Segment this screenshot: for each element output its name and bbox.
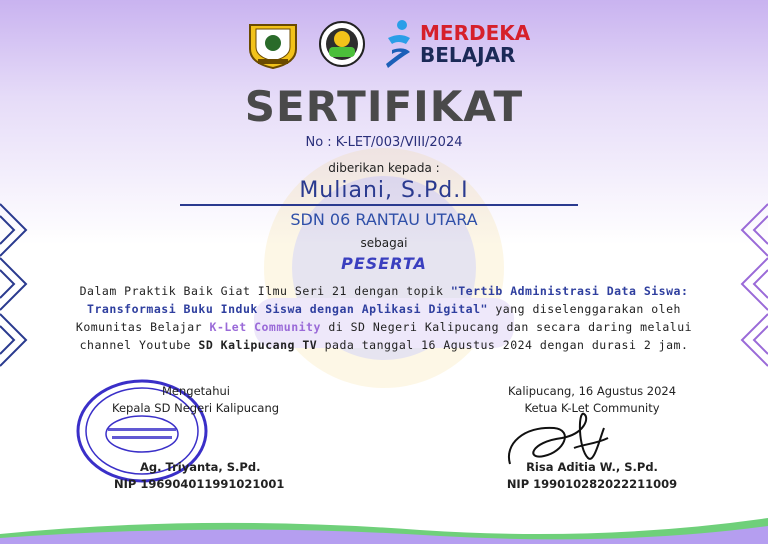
- body-text-segment: di SD Negeri Kalipucang dan secara daring melalui: [320, 320, 693, 334]
- body-text-segment: Dalam Praktik Baik Giat Ilmu Seri 21 dengan topik: [79, 284, 451, 298]
- left-signatory-nip: NIP 196904011991021001: [114, 477, 285, 491]
- topic-title-part1: "Tertib Administrasi Data Siswa:: [450, 284, 689, 298]
- certificate-title: SERTIFIKAT: [244, 82, 524, 131]
- certificate-number: No : K-LET/003/VIII/2024: [305, 135, 463, 150]
- right-sign-line2: Ketua K-Let Community: [524, 401, 660, 415]
- recipient-name: Muliani, S.Pd.I: [299, 178, 469, 203]
- name-underline: [180, 204, 578, 206]
- community-name: K-Let Community: [209, 320, 321, 334]
- topic-title-part2: Transformasi Buku Induk Siswa dengan Aplikasi Digital": [87, 302, 488, 316]
- body-text-segment: Komunitas Belajar: [75, 320, 210, 334]
- left-signatory-name: Ag. Triyanta, S.Pd.: [140, 460, 261, 474]
- given-to-label: diberikan kepada :: [328, 161, 440, 175]
- school-logo: [246, 19, 300, 69]
- left-sign-line1: Mengetahui: [162, 384, 230, 398]
- body-text-segment: channel Youtube: [79, 338, 199, 352]
- right-sign-line1: Kalipucang, 16 Agustus 2024: [507, 384, 677, 398]
- body-text-segment: pada tanggal 16 Agustus 2024 dengan durasi 2 jam.: [317, 338, 689, 352]
- right-signatory: [492, 383, 692, 493]
- channel-name: SD Kalipucang TV: [198, 338, 318, 352]
- body-text-segment: yang diselenggarakan oleh: [487, 302, 681, 316]
- bottom-wave-decoration: [0, 504, 768, 544]
- merdeka-belajar-figure-icon: [384, 18, 414, 70]
- recipient-school: SDN 06 RANTAU UTARA: [290, 210, 478, 229]
- as-label: sebagai: [360, 236, 408, 250]
- community-badge-icon: [318, 20, 366, 68]
- left-signatory: [112, 383, 312, 493]
- recipient-role: PESERTA: [341, 254, 427, 273]
- right-signatory-nip: NIP 199010282022211009: [506, 477, 678, 491]
- merdeka-text: MERDEKA: [420, 21, 531, 45]
- school-shield-icon: [246, 19, 300, 69]
- certificate-body: [70, 282, 698, 354]
- community-logo: [318, 20, 366, 68]
- right-signatory-name: Risa Aditia W., S.Pd.: [526, 460, 658, 474]
- merdeka-belajar-logo: [384, 18, 530, 70]
- belajar-text: BELAJAR: [420, 43, 516, 67]
- left-sign-line2: Kepala SD Negeri Kalipucang: [112, 401, 280, 415]
- logo-row: [246, 18, 530, 70]
